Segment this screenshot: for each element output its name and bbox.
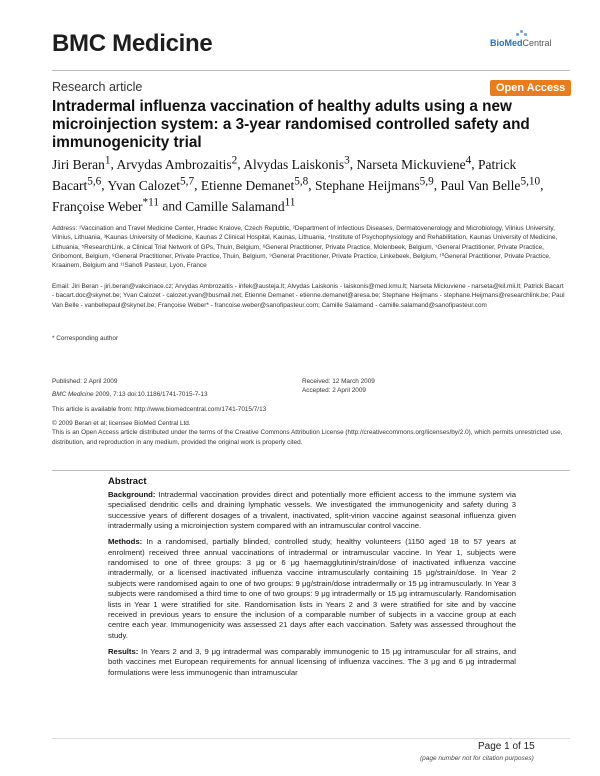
author-list: Jiri Beran$^1$, Arvydas Ambrozaitis$^2$, Alvydas Laiskonis$^3$, Narseta Mickuviene$^4$, Patrick Bacart$^{5,6}$, Yvan Calozet$^{5,7}$, Etienne Demanet$^{5,8}$, Stephane Heijmans$^{5,9}$, Paul Van Belle$^{5,10}$, Françoise Weber$^{*11}$ and Camille Salamand$^{11}$ (52, 154, 544, 214)
accepted-date: Accepted: 2 April 2009 (302, 387, 366, 395)
citation-journal: BMC Medicine (52, 391, 94, 398)
open-access-badge[interactable]: Open Access (490, 80, 571, 96)
article-url[interactable]: This article is available from: http://www.biomedcentral.com/1741-7015/7/13 (52, 406, 267, 413)
page-number: Page 1 of 15 (478, 741, 535, 752)
citation-details: 2009, 7:13 doi:10.1186/1741-7015-7-13 (95, 391, 208, 398)
author[interactable]: Jiri Beran$^1$ (52, 154, 111, 172)
publisher-logo-bold: BioMed (490, 38, 523, 48)
author[interactable]: Stephane Heijmans$^{5,9}$ (315, 175, 434, 193)
abstract-divider (52, 470, 570, 471)
article-title: Intradermal influenza vaccination of healthy adults using a new microinjection system: a 3-year randomised controlled safety and immunogenicity trial (52, 98, 530, 151)
address-text: ¹Vaccination and Travel Medicine Center, Hradec Kralove, Czech Republic, ²Department of Infectious Diseases, Dermatovenerology and Microbiology, Vilnius University, Vilnius, Lithuania, ³Kaunas University of Medicine, Kaunas 2 Clinical Hospital, Kaunas, Lithuania, ⁴Institute of Psychophysiology and Rehabilitation, Kaunas University of Medicine, Lithuania, ⁵ResearchLink, a Clinical Trial Network of GPs, Thuin, Belgium, ⁶General Practitioner, Private Practice, Molenbeek, Belgium, ⁷General Practitioner, Private Practice, Gribomont, Belgium, ⁸General Practitioner, Private Practice, Thuin, Belgium, ⁹General Practitioner, Private Practice, Linkebeek, Belgium, ¹⁰General Practitioner, Private Practice, Kraainem, Belgium and ¹¹Sanofi Pasteur, Lyon, France (52, 225, 558, 270)
author[interactable]: Arvydas Ambrozaitis$^2$ (116, 154, 238, 172)
emails (52, 282, 567, 310)
license-statement: This is an Open Access article distributed under the terms of the Creative Commons Attribution License (http://creativecommons.org/licenses/by/2.0), which permits unrestricted use, distribution, and reproduction in any medium, provided the original work is properly cited. (52, 429, 563, 446)
publisher-logo[interactable] (490, 38, 552, 48)
email-list[interactable]: Jiri Beran - jiri.beran@vakcinace.cz; Arvydas Ambrozaitis - infek@austeja.lt; Alvydas Laiskonis - laiskonis@med.kmu.lt; Narseta Mickuviene - narseta@kil.mii.lt; Patrick Bacart - bacart.doc@skynet.be; Yvan Calozet - calozet.yvan@busmail.net; Etienne Demanet - etienne.demanet@aresa.be; Stephane Heijmans - stephane.Heijmans@researchlink.be; Paul Van Belle - vanbellepaul@skynet.be; Françoise Weber* - francoise.weber@sanofipasteur.com; Camille Salamand - camille.salamand@sanofipasteur.com (52, 283, 565, 309)
footer-divider (52, 738, 570, 739)
corresponding-author-note: * Corresponding author (52, 335, 119, 342)
abstract-methods: Methods: In a randomised, partially blinded, controlled study, healthy volunteers (1150 aged 18 to 57 years at enrolment) received three annual vaccinations of intradermal or intramuscular vaccine. In Year 1, subjects were randomised to one of three groups: 3 μg or 6 μg haemagglutinin/strain/dose of inactivated influenza vaccine intradermally, or a licensed inactivated influenza vaccine intramuscularly containing 15 μg/strain/dose. In Year 2 subjects were randomised again to one of two groups: 9 μg/strain/dose intradermally or 15 μg intramuscularly. In Year 3 subjects were randomised a third time to one of two groups: 9 μg intradermally or 15 μg intramuscularly. Randomisation lists in Year 1 were stratified for site. Randomisation lists in Years 2 and 3 were stratified for site and by vaccine received in previous years to ensure the inclusion of a comparable number of subjects in a vaccine group at each centre each year. Immunogenicity was assessed 21 days after each vaccination. Safety was assessed throughout the study. (108, 537, 516, 640)
affiliations (52, 224, 567, 270)
journal-name: BMC Medicine (52, 30, 213, 57)
author[interactable]: Narseta Mickuviene$^4$ (356, 154, 472, 172)
authors-and: and (162, 198, 182, 214)
abstract (108, 476, 516, 683)
email-label: Email: (52, 283, 70, 290)
abstract-results: Results: In Years 2 and 3, 9 μg intradermal was comparably immunogenic to 15 μg intramuscular for all strains, and both vaccines met European requirements for annual licensing of influenza vaccines. The 3 μg and 6 μg intradermal formulations were less immunogenic than intramuscular (108, 646, 516, 677)
article-type: Research article (52, 80, 143, 94)
citation (52, 390, 352, 399)
author[interactable]: Paul Van Belle$^{5,10}$ (440, 175, 541, 193)
address-label: Address: (52, 225, 78, 232)
author[interactable]: Alvydas Laiskonis$^3$ (243, 154, 350, 172)
author[interactable]: Etienne Demanet$^{5,8}$ (200, 175, 309, 193)
copyright (52, 419, 567, 447)
publisher-logo-rest: Central (522, 38, 552, 48)
abstract-heading: Abstract (108, 476, 147, 487)
abstract-background: Background: Intradermal vaccination provides direct and potentially more efficient access to the immune system via specialised dendritic cells and draining lymphatic vessels. We investigated the immunogenicity and safety during 3 successive years of different dosages of a trivalent, inactivated, split-virion vaccine against seasonal influenza given intradermally using a microinjection system compared with an intramuscular control vaccine. (108, 490, 516, 531)
author[interactable]: Françoise Weber$^{*11}$ (52, 196, 159, 214)
copyright-holder: © 2009 Beran et al; licensee BioMed Central Ltd. (52, 420, 191, 427)
page-number-note: (page number not for citation purposes) (420, 755, 534, 762)
published-date: Published: 2 April 2009 (52, 378, 118, 385)
author[interactable]: Yvan Calozet$^{5,7}$ (107, 175, 195, 193)
header-divider (52, 70, 570, 71)
author[interactable]: Patrick Bacart$^{5,6}$ (52, 156, 517, 193)
author[interactable]: Camille Salamand$^{11}$ (185, 196, 296, 214)
publisher-logo-icon (516, 30, 528, 38)
received-date: Received: 12 March 2009 (302, 378, 375, 385)
